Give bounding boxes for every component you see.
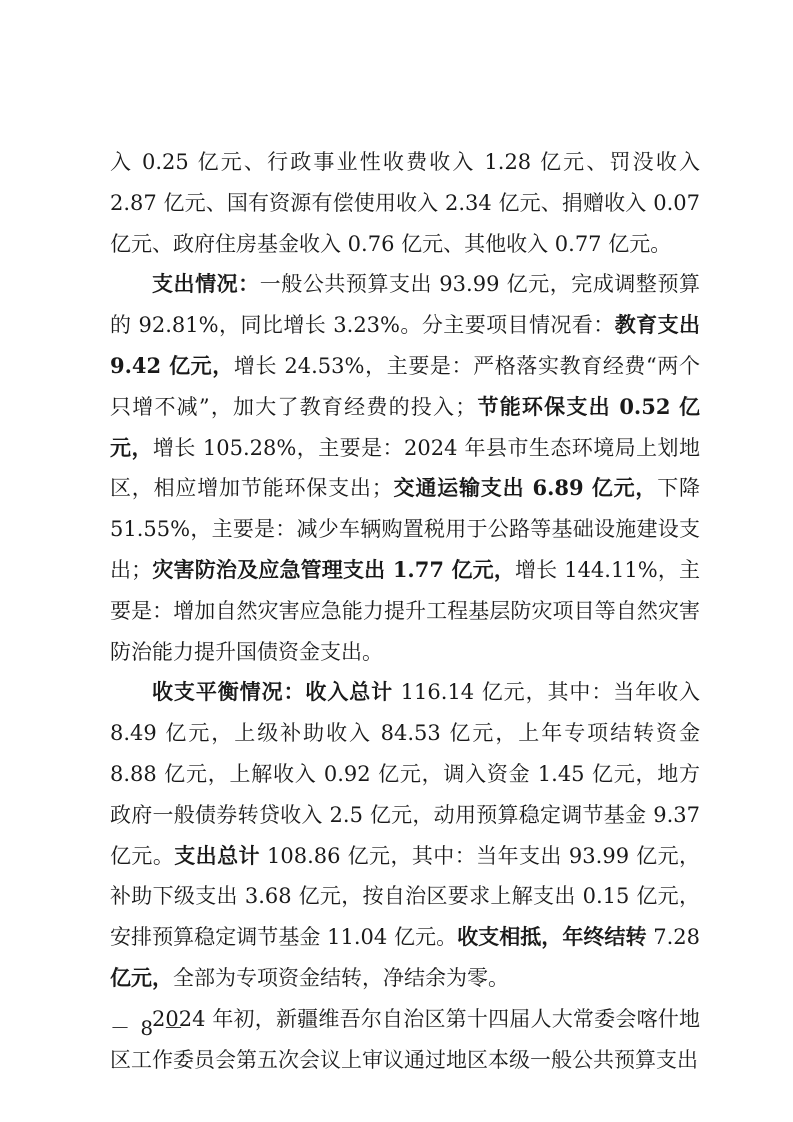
total-expenditure-text: 108.86 亿元，其中：当年支出 93.99 亿元，补助下级支出 3.68 亿元，按自治区要求上解支出 0.15 亿元，安排预算稳定调节基金 11.04 亿元。 [110,843,700,950]
budget-approval-text: 2024 年初，新疆维吾尔自治区第十四届人大常委会喀什地区工作委员会第五次会议上审议通过地区本级一般公共预算支出 [110,1006,700,1072]
environment-expenditure-text: 增长 105.28%，主要是：2024 年县市生态环境局上划地区，相应增加节能环保支出； [110,435,700,501]
revenue-items-text: 入 0.25 亿元、行政事业性收费收入 1.28 亿元、罚没收入 2.87 亿元、国有资源有偿使用收入 2.34 亿元、捐赠收入 0.07 亿元、政府住房基金收入 0.76 亿元、其他收入 0.77 亿元。 [110,150,700,256]
body-text [110,142,700,1080]
total-revenue-text: 116.14 亿元，其中：当年收入 8.49 亿元，上级补助收入 84.53 亿元，上年专项结转资金 8.88 亿元，上解收入 0.92 亿元，调入资金 1.45 亿元，地方政府一般债券转贷收入 2.5 亿元，动用预算稳定调节基金 9.37 亿元。 [110,680,701,868]
education-expenditure-text: 增长 24.53%，主要是：严格落实教育经费“两个只增不减”，加大了教育经费的投入； [110,353,700,419]
expenditure-summary-text: 一般公共预算支出 93.99 亿元，完成调整预算的 92.81%，同比增长 3.23%。分主要项目情况看： [110,272,701,338]
paragraph-expenditure [110,264,700,672]
total-expenditure-label: 支出总计 [174,842,260,868]
environment-expenditure-label: 节能环保支出 0.52 亿元， [110,393,700,460]
balance-heading: 收支平衡情况： [152,679,306,705]
paragraph-revenue-continued [110,142,700,264]
total-revenue-label: 收入总计 [305,679,394,705]
paragraph-balance [110,672,700,998]
expenditure-heading: 支出情况： [152,271,260,297]
transport-expenditure-label: 交通运输支出 6.89 亿元， [392,475,658,501]
paragraph-budget-approval [110,999,700,1081]
carryover-label: 收支相抵，年终结转 [457,924,647,950]
carryover-text: 全部为专项资金结转，净结余为零。 [173,965,509,990]
education-expenditure-label: 教育支出 9.42 亿元， [110,312,701,378]
page-number: － 8 － [110,1016,186,1040]
carryover-amount: 7.28 [646,925,701,950]
disaster-expenditure-label: 灾害防治及应急管理支出 1.77 亿元， [152,556,515,582]
disaster-expenditure-text: 增长 144.11%，主要是：增加自然灾害应急能力提升工程基层防灾项目等自然灾害防治能力提升国债资金支出。 [110,557,701,664]
transport-expenditure-text: 下降 51.55%，主要是：减少车辆购置税用于公路等基础设施建设支出； [110,476,701,582]
carryover-unit: 亿元， [110,964,173,990]
